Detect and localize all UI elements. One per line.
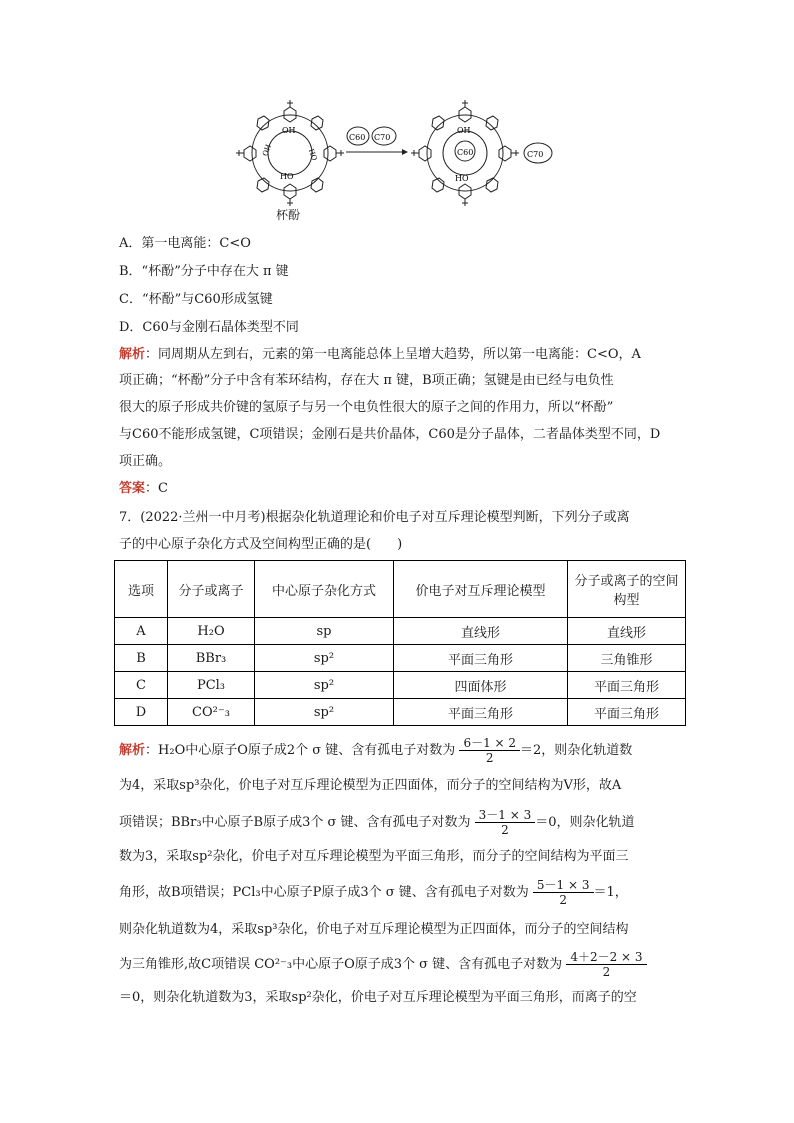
option-b: B．“杯酚”分子中存在大 π 键 — [119, 264, 289, 279]
fraction-numerator: 4＋2－2 × 3 — [566, 950, 646, 965]
table-row — [115, 618, 686, 645]
table-header: 中心原子杂化方式 — [255, 561, 394, 618]
q6-analysis-line-5: 项正确。 — [119, 454, 172, 469]
table-header-row — [115, 561, 686, 618]
q6-analysis-line-1 — [119, 347, 641, 363]
table-cell: 平面三角形 — [568, 672, 686, 699]
table-header: 价电子对互斥理论模型 — [394, 561, 568, 618]
analysis-label: 解析 — [119, 347, 146, 362]
fraction-denominator: 2 — [485, 751, 494, 765]
analysis-text: ＝0，则杂化轨道 — [535, 815, 635, 830]
q7-analysis-line-4: 数为3，采取sp²杂化，价电子对互斥理论模型为平面三角形，而分子的空间结构为平面三 — [119, 849, 629, 864]
c70-arrow-label: C70 — [374, 133, 391, 142]
q6-analysis-line-2: 项正确；“杯酚”分子中含有苯环结构，存在大 π 键，B项正确；氢键是由已经与电负性 — [119, 373, 614, 388]
analysis-text: ：同周期从左到右，元素的第一电离能总体上呈增大趋势，所以第一电离能：C<O，A — [145, 347, 641, 362]
table-cell: PCl₃ — [168, 672, 255, 699]
answer-value: ：C — [145, 481, 168, 496]
fraction-denominator: 2 — [559, 893, 568, 907]
c60-arrow-label: C60 — [349, 133, 366, 142]
calixarene-left — [236, 100, 344, 206]
table-cell: 三角锥形 — [568, 645, 686, 672]
ho-label-left: HO — [280, 172, 294, 181]
reaction-arrow — [346, 127, 408, 155]
fraction — [459, 736, 520, 765]
table-cell: sp² — [255, 672, 394, 699]
fraction — [475, 808, 536, 837]
figure-caption: 杯酚 — [276, 208, 301, 222]
table-header: 选项 — [115, 561, 168, 618]
answer-label: 答案 — [119, 481, 146, 496]
q7-analysis-line-2: 为4，采取sp³杂化，价电子对互斥理论模型为正四面体，而分子的空间结构为V形，故A — [119, 778, 622, 793]
fraction-numerator: 6－1 × 2 — [459, 736, 520, 751]
fraction-numerator: 3－1 × 3 — [475, 808, 536, 823]
oh-label-right: OH — [457, 126, 471, 135]
table-row — [115, 672, 686, 699]
table-row — [115, 645, 686, 672]
oh-label-left: OH — [282, 126, 296, 135]
q7-analysis-line-7 — [119, 950, 647, 979]
table-cell: 平面三角形 — [394, 645, 568, 672]
table-cell: C — [115, 672, 168, 699]
table-cell: 平面三角形 — [394, 699, 568, 726]
table-row — [115, 699, 686, 726]
q6-analysis-line-3: 很大的原子形成共价键的氢原子与另一个电负性很大的原子之间的作用力，所以“杯酚” — [119, 400, 614, 415]
fraction — [566, 950, 646, 979]
fraction-denominator: 2 — [602, 965, 611, 979]
q7-analysis-line-6: 则杂化轨道数为4，采取sp³杂化，价电子对互斥理论模型为正四面体，而分子的空间结构 — [119, 922, 629, 937]
table-cell: D — [115, 699, 168, 726]
table-header: 分子或离子 — [168, 561, 255, 618]
table-cell: 直线形 — [394, 618, 568, 645]
q7-analysis-line-1 — [119, 736, 632, 765]
table-cell: B — [115, 645, 168, 672]
table-cell: A — [115, 618, 168, 645]
c60-inner-label: C60 — [457, 148, 474, 157]
q6-answer — [119, 481, 168, 497]
q7-stem-line-2: 子的中心原子杂化方式及空间构型正确的是( ) — [119, 537, 403, 552]
analysis-text: ：H₂O中心原子O原子成2个 σ 键、含有孤电子对数为 — [145, 743, 456, 758]
option-c: C．“杯酚”与C60形成氢键 — [119, 292, 273, 307]
ho-label-right: HO — [455, 174, 469, 183]
analysis-text: 为三角锥形,故C项错误 CO²⁻₃中心原子O原子成3个 σ 键、含有孤电子对数为 — [119, 957, 563, 972]
q7-analysis-line-5 — [119, 878, 628, 907]
table-cell: BBr₃ — [168, 645, 255, 672]
analysis-text: 项错误；BBr₃中心原子B原子成3个 σ 键、含有孤电子对数为 — [119, 815, 471, 830]
q7-analysis-line-3 — [119, 808, 635, 837]
fraction-denominator: 2 — [501, 823, 509, 837]
analysis-text: 角形，故B项错误；PCl₃中心原子P原子成3个 σ 键、含有孤电子对数为 — [119, 885, 529, 900]
q7-stem-line-1: 7．(2022·兰州一中月考)根据杂化轨道理论和价电子对互斥理论模型判断，下列分子或离 — [119, 510, 630, 525]
table-cell: CO²⁻₃ — [168, 699, 255, 726]
q7-analysis-line-8: ＝0，则杂化轨道数为3，采取sp²杂化，价电子对互斥理论模型为平面三角形，而离子的空 — [119, 990, 637, 1005]
table-cell: 直线形 — [568, 618, 686, 645]
table-cell: sp² — [255, 645, 394, 672]
oh-label-left-e: HO — [306, 147, 319, 162]
fraction — [533, 878, 594, 907]
table-cell: 平面三角形 — [568, 699, 686, 726]
table-cell: 四面体形 — [394, 672, 568, 699]
fraction-numerator: 5－1 × 3 — [533, 878, 594, 893]
c70-product-label: C70 — [527, 150, 544, 159]
table-cell: H₂O — [168, 618, 255, 645]
analysis-text: ＝1， — [593, 885, 628, 900]
oh-label-left-w: OH — [261, 143, 273, 158]
table-header: 分子或离子的空间构型 — [568, 561, 686, 618]
option-a: A．第一电离能：C<O — [119, 236, 251, 251]
option-d: D．C60与金刚石晶体类型不同 — [119, 320, 299, 335]
table-cell: sp — [255, 618, 394, 645]
q7-table — [114, 560, 686, 726]
analysis-text: ＝2，则杂化轨道数 — [520, 743, 633, 758]
table-cell: sp² — [255, 699, 394, 726]
q6-analysis-line-4: 与C60不能形成氢键，C项错误；金刚石是共价晶体，C60是分子晶体，二者晶体类型不同，D — [119, 427, 661, 442]
analysis-label: 解析 — [119, 743, 146, 758]
